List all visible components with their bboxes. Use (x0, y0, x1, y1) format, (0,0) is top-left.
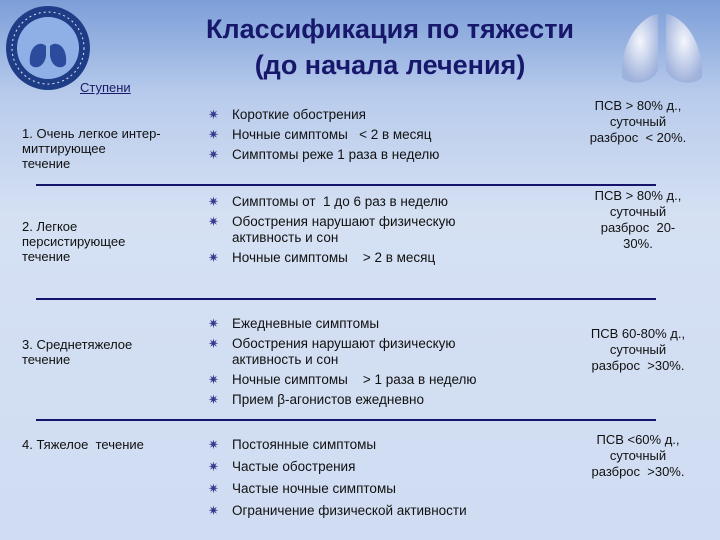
psv-2: ПСВ > 80% д., суточный разброс 20- 30%. (594, 188, 682, 251)
page-title: Классификация по тяжести (205, 14, 575, 44)
star-bullet-icon: ✷ (208, 459, 219, 474)
star-bullet-icon: ✷ (208, 372, 219, 387)
psv-3: ПСВ 60-80% д., суточный разброс >30%. (590, 326, 686, 373)
list-item: ✷ Прием β-агонистов ежедневно (208, 392, 424, 407)
list-item: ✷ Ежедневные симптомы (208, 316, 380, 331)
list-item: ✷ Частые обострения (208, 459, 356, 474)
symptoms-2 (208, 194, 456, 266)
symptoms-4 (208, 437, 467, 519)
star-bullet-icon: ✷ (208, 336, 219, 351)
star-bullet-icon: ✷ (208, 194, 219, 209)
star-bullet-icon: ✷ (208, 392, 219, 407)
list-item: ✷ Обострения нарушают физическую активность и сон (208, 214, 456, 245)
page-subtitle-paren: (до начала лечения) (254, 50, 526, 80)
separator (36, 419, 656, 421)
star-bullet-icon: ✷ (208, 316, 219, 331)
list-item: ✷ Ограничение физической активности (208, 503, 467, 518)
list-item: ✷ Частые ночные симптомы (208, 481, 396, 496)
list-item: ✷ Симптомы реже 1 раза в неделю (208, 147, 440, 162)
degree-4: 4. Тяжелое течение (22, 437, 144, 452)
psv-1: ПСВ > 80% д., суточный разброс < 20%. (589, 98, 687, 145)
star-bullet-icon: ✷ (208, 107, 219, 122)
star-bullet-icon: ✷ (208, 147, 219, 162)
list-item: ✷ Обострения нарушают физическую активность и сон (208, 336, 456, 367)
list-item: ✷ Ночные симптомы < 2 в месяц (208, 127, 432, 142)
symptoms-1 (208, 107, 439, 163)
lungs-logo-icon (6, 6, 90, 90)
list-item: ✷ Ночные симптомы > 1 раза в неделю (208, 372, 477, 387)
list-item: ✷ Ночные симптомы > 2 в месяц (208, 250, 436, 265)
list-item: ✷ Симптомы от 1 до 6 раз в неделю (208, 194, 449, 209)
list-item: ✷ Короткие обострения (208, 107, 366, 122)
degree-2: 2. Легкое персистирующее течение (22, 219, 126, 264)
degree-3: 3. Среднетяжелое течение (22, 337, 133, 367)
star-bullet-icon: ✷ (208, 250, 219, 265)
symptoms-3 (208, 316, 477, 408)
subtitle-steps: Ступени (80, 80, 131, 95)
star-bullet-icon: ✷ (208, 127, 219, 142)
list-item: ✷ Постоянные симптомы (208, 437, 377, 452)
psv-4: ПСВ <60% д., суточный разброс >30%. (591, 432, 685, 479)
separator (36, 298, 656, 300)
star-bullet-icon: ✷ (208, 214, 219, 229)
star-bullet-icon: ✷ (208, 437, 219, 452)
separator (36, 184, 656, 186)
degree-1: 1. Очень легкое интер- миттирующее течение (22, 126, 161, 171)
star-bullet-icon: ✷ (208, 481, 219, 496)
star-bullet-icon: ✷ (208, 503, 219, 518)
